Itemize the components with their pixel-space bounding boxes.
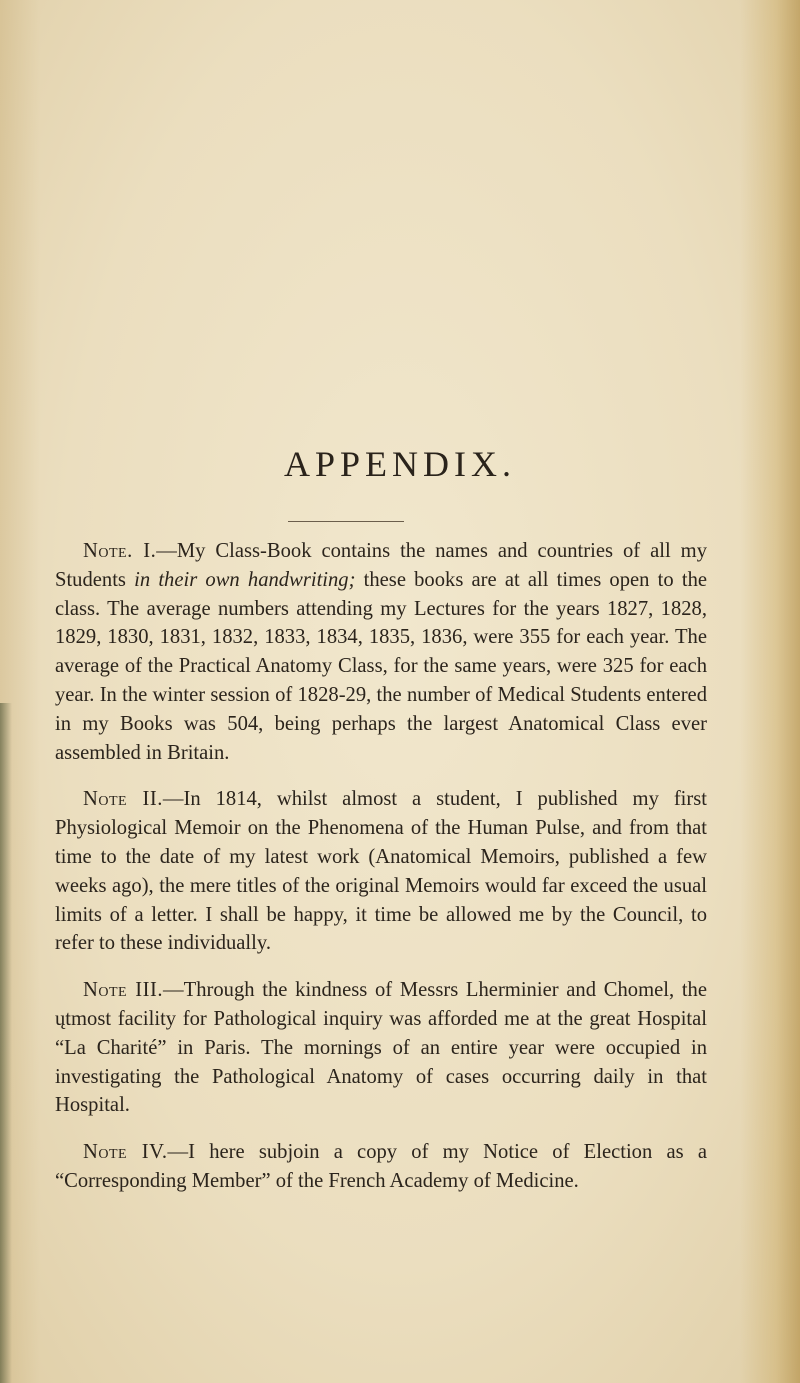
note-4-text: —I here subjoin a copy of my Notice of Election as a “Corresponding Member” of the French Academy of Medicine. — [55, 1141, 707, 1192]
note-2-text: —In 1814, whilst almost a student, I published my first Physiological Memoir on the Phenomena of the Human Pulse, and from that time to the date of my latest work (Anatomical Memoirs, published a few weeks ago), the mere titles of the original Memoirs would far exceed the usual limits of a letter. I shall be happy, it time be allowed me by the Council, to refer to these individually. — [55, 788, 707, 955]
heading-rule — [288, 521, 404, 522]
note-1-italic-text: in their own handwriting; — [134, 568, 356, 591]
note-3-label: Note III. — [83, 979, 164, 1002]
page-edge-shadow-right — [740, 0, 800, 1383]
note-2-label: Note II. — [83, 788, 163, 811]
note-2-paragraph — [55, 785, 707, 958]
note-1-text-before-italic: —My Class-Book contains the names and countries of all my Students — [55, 540, 707, 591]
appendix-body — [55, 537, 707, 1214]
note-4-label: Note IV. — [83, 1141, 168, 1164]
note-4-paragraph — [55, 1138, 707, 1196]
page-edge-stain — [0, 703, 12, 1383]
note-3-paragraph — [55, 976, 707, 1120]
note-1-paragraph — [55, 537, 707, 767]
note-1-label: Note. I. — [83, 540, 157, 562]
appendix-heading: APPENDIX. — [283, 444, 516, 484]
note-1-text-after-italic: these books are at all times open to the class. The average numbers attending my Lectures for the years 1827, 1828, 1829, 1830, 1831, 1832, 1833, 1834, 1835, 1836, were 355 for each year. The average of the Practical Anatomy Class, for the same years, were 325 for each year. In the winter session of 1828-29, the number of Medical Students entered in my Books was 504, being perhaps the largest Anatomical Class ever assembled in Britain. — [55, 568, 708, 764]
note-3-text: —Through the kindness of Messrs Lherminier and Chomel, the ųtmost facility for Pathological inquiry was afforded me at the great Hospital “La Charité” in Paris. The mornings of an entire year were occupied in investigating the Pathological Anatomy of cases occurring daily in that Hospital. — [55, 979, 707, 1117]
